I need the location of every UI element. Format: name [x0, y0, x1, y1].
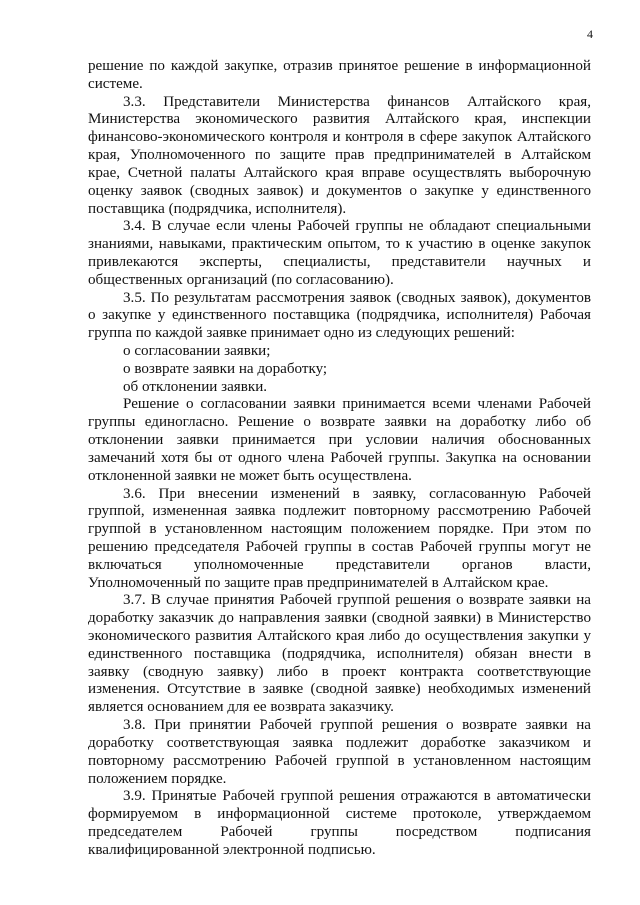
text-line: замечаний хотя бы от одного члена Рабочей группы. Закупка на основании — [88, 449, 591, 466]
text-line: отклоненной заявки не может быть осуществлена. — [88, 467, 412, 484]
text-line: включаться уполномоченные представители органов власти, — [88, 556, 591, 573]
text-line: 3.4. В случае если члены Рабочей группы не обладают специальными — [123, 218, 591, 235]
text-line: решение по каждой закупке, отразив принятое решение в информационной — [88, 58, 591, 74]
text-line: решению председателя Рабочей группы в состав Рабочей группы могут не — [88, 538, 591, 555]
text-line: экономического развития Алтайского края либо до осуществления закупки у — [88, 628, 591, 644]
text-line: Уполномоченный по защите прав предпринимателей в Алтайском крае. — [88, 574, 549, 591]
text-line: о согласовании заявки; — [123, 343, 271, 359]
text-line: Министерства экономического развития Алтайского края, инспекции — [88, 111, 591, 128]
text-line: повторному рассмотрению Рабочей группой в установленном настоящим — [88, 752, 591, 769]
text-line: поставщика (подрядчика, исполнителя). — [88, 200, 347, 217]
text-line: Решение о согласовании заявки принимается всеми членами Рабочей — [123, 396, 591, 413]
text-line: председателем Рабочей группы посредством подписания — [88, 823, 591, 840]
text-line: 3.7. В случае принятия Рабочей группой решения о возврате заявки на — [123, 592, 591, 609]
text-line: крае, Счетной палаты Алтайского края вправе осуществлять выборочную — [88, 164, 591, 181]
text-line: оценку заявок (сводных заявок) и документов о закупке у единственного — [88, 182, 591, 199]
page-number: 4 — [587, 27, 593, 41]
text-line: общественных организаций (по согласованию). — [88, 271, 394, 288]
text-line: единственного поставщика (подрядчика, исполнителя) обязан внести в — [88, 645, 591, 662]
text-line: 3.9. Принятые Рабочей группой решения отражаются в автоматически — [123, 788, 591, 805]
text-line: 3.5. По результатам рассмотрения заявок (сводных заявок), документов — [123, 289, 591, 306]
text-line: края, Уполномоченного по защите прав предпринимателей в Алтайском — [88, 147, 591, 164]
text-line: группы единогласно. Решение о возврате заявки на доработку либо об — [88, 414, 591, 431]
text-line: о возврате заявки на доработку; — [123, 360, 328, 377]
text-line: формируемом в информационной системе протоколе, утверждаемом — [88, 806, 591, 823]
document-body — [88, 58, 591, 860]
text-line: является основанием для ее возврата заказчику. — [88, 699, 394, 716]
text-line: знаниями, навыками, практическим опытом, то к участию в оценке закупок — [88, 236, 591, 253]
text-line: отклонении заявки принимается при условии наличия обоснованных — [88, 432, 591, 449]
text-line: о закупке у единственного поставщика (подрядчика, исполнителя) Рабочая — [88, 307, 591, 324]
text-line: изменения. Отсутствие в заявке (сводной заявке) необходимых изменений — [88, 681, 591, 698]
text-line: об отклонении заявки. — [123, 378, 268, 395]
text-line: финансово-экономического контроля и контроля в сфере закупок Алтайского — [88, 129, 591, 146]
text-line: привлекаются эксперты, специалисты, представители научных и — [88, 253, 591, 270]
text-line: доработку соответствующая заявка подлежит доработке заказчиком и — [88, 734, 591, 751]
text-line: 3.8. При принятии Рабочей группой решения о возврате заявки на — [123, 717, 591, 734]
text-line: группа по каждой заявке принимает одно из следующих решений: — [88, 325, 515, 342]
text-line: системе. — [88, 75, 143, 92]
text-line: квалифицированной электронной подписью. — [88, 841, 376, 858]
text-line: заявку (сводную заявку) либо в проект контракта соответствующие — [88, 663, 591, 680]
text-line: 3.3. Представители Министерства финансов Алтайского края, — [123, 93, 591, 110]
text-line: доработку заказчик до направления заявки (сводной заявки) в Министерство — [88, 610, 591, 627]
text-line: группой в установленном настоящим положением порядке. При этом по — [88, 521, 591, 538]
text-line: 3.6. При внесении изменений в заявку, согласованную Рабочей — [123, 485, 591, 502]
text-line: положением порядке. — [88, 770, 227, 787]
text-line: группой, измененная заявка подлежит повторному рассмотрению Рабочей — [88, 503, 591, 520]
